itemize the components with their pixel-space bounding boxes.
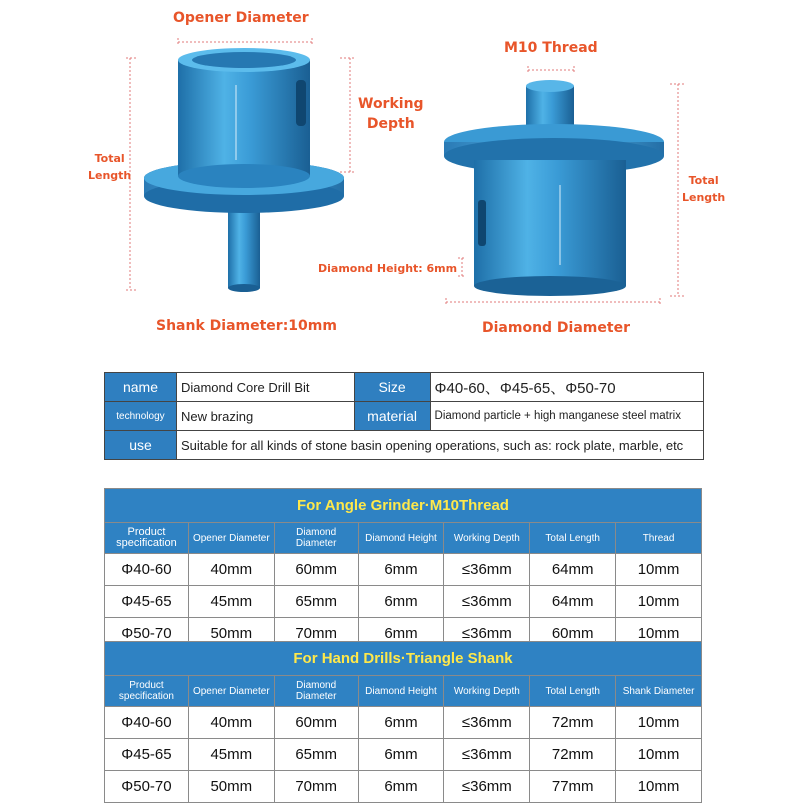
header-diamond-diameter: Diamond Diameter (274, 523, 358, 554)
cell: ≤36mm (444, 739, 530, 771)
cell: Φ50-70 (105, 771, 189, 803)
diamond-diameter-label: Diamond Diameter (482, 320, 630, 336)
cell: 10mm (616, 618, 702, 650)
spec-use-value: Suitable for all kinds of stone basin opening operations, such as: rock plate, marble, etc (176, 431, 703, 460)
cell: 40mm (188, 707, 274, 739)
cell: ≤36mm (444, 554, 530, 586)
spec-use-label: use (105, 431, 177, 460)
cell: 6mm (358, 707, 444, 739)
table-row (105, 586, 702, 618)
cell: 45mm (188, 586, 274, 618)
table-row (105, 771, 702, 803)
cell: 60mm (274, 707, 358, 739)
cell: Φ45-65 (105, 739, 189, 771)
cell: 6mm (358, 554, 444, 586)
cell: 10mm (616, 739, 702, 771)
header-product-spec: Product specification (105, 523, 189, 554)
spec-technology-value: New brazing (176, 402, 354, 431)
cell: 10mm (616, 707, 702, 739)
cell: 10mm (616, 586, 702, 618)
cell: 64mm (530, 586, 616, 618)
spec-material-value: Diamond particle + high manganese steel matrix (430, 402, 703, 431)
header-product-spec: Product specification (105, 676, 189, 707)
table-row (105, 707, 702, 739)
spec-table (104, 372, 704, 460)
working-depth-label: Working Depth (358, 96, 424, 132)
cell: 64mm (530, 554, 616, 586)
cell: Φ45-65 (105, 586, 189, 618)
header-opener-diameter: Opener Diameter (188, 523, 274, 554)
cell: ≤36mm (444, 618, 530, 650)
total-length-right-label: Total Length (682, 174, 726, 204)
spec-material-label: material (354, 402, 430, 431)
cell: 70mm (274, 618, 358, 650)
cell: 10mm (616, 771, 702, 803)
spec-name-label: name (105, 373, 177, 402)
cell: 50mm (188, 618, 274, 650)
cell: 65mm (274, 739, 358, 771)
spec-technology-label: technology (105, 402, 177, 431)
header-thread: Thread (616, 523, 702, 554)
hand-drill-table (104, 641, 702, 803)
header-total-length: Total Length (530, 523, 616, 554)
left-drill-bit (144, 48, 344, 292)
cell: 65mm (274, 586, 358, 618)
cell: 40mm (188, 554, 274, 586)
hand-drill-title: For Hand Drills·Triangle Shank (105, 642, 702, 676)
shank-diameter-label: Shank Diameter:10mm (156, 318, 337, 334)
opener-diameter-label: Opener Diameter (173, 10, 309, 26)
table-row (105, 554, 702, 586)
cell: 6mm (358, 739, 444, 771)
cell: 50mm (188, 771, 274, 803)
spec-size-value: Φ40-60、Φ45-65、Φ50-70 (430, 373, 703, 402)
right-drill-bit (444, 80, 664, 296)
cell: 10mm (616, 554, 702, 586)
total-length-left-label: Total Length (88, 152, 132, 182)
header-diamond-height: Diamond Height (358, 676, 444, 707)
cell: 45mm (188, 739, 274, 771)
angle-grinder-title: For Angle Grinder·M10Thread (105, 489, 702, 523)
cell: 70mm (274, 771, 358, 803)
header-diamond-diameter: Diamond Diameter (274, 676, 358, 707)
diamond-height-label: Diamond Height: 6mm (318, 262, 458, 275)
cell: ≤36mm (444, 707, 530, 739)
table-row (105, 739, 702, 771)
m10-thread-label: M10 Thread (504, 40, 598, 56)
spec-size-label: Size (354, 373, 430, 402)
cell: 77mm (530, 771, 616, 803)
cell: 6mm (358, 586, 444, 618)
header-opener-diameter: Opener Diameter (188, 676, 274, 707)
spec-name-value: Diamond Core Drill Bit (176, 373, 354, 402)
cell: Φ50-70 (105, 618, 189, 650)
cell: 6mm (358, 618, 444, 650)
cell: ≤36mm (444, 771, 530, 803)
cell: 72mm (530, 739, 616, 771)
angle-grinder-table (104, 488, 702, 650)
cell: 60mm (530, 618, 616, 650)
cell: Φ40-60 (105, 554, 189, 586)
cell: Φ40-60 (105, 707, 189, 739)
header-diamond-height: Diamond Height (358, 523, 444, 554)
cell: 6mm (358, 771, 444, 803)
cell: ≤36mm (444, 586, 530, 618)
header-total-length: Total Length (530, 676, 616, 707)
cell: 60mm (274, 554, 358, 586)
cell: 72mm (530, 707, 616, 739)
header-shank-diameter: Shank Diameter (616, 676, 702, 707)
header-working-depth: Working Depth (444, 523, 530, 554)
header-working-depth: Working Depth (444, 676, 530, 707)
